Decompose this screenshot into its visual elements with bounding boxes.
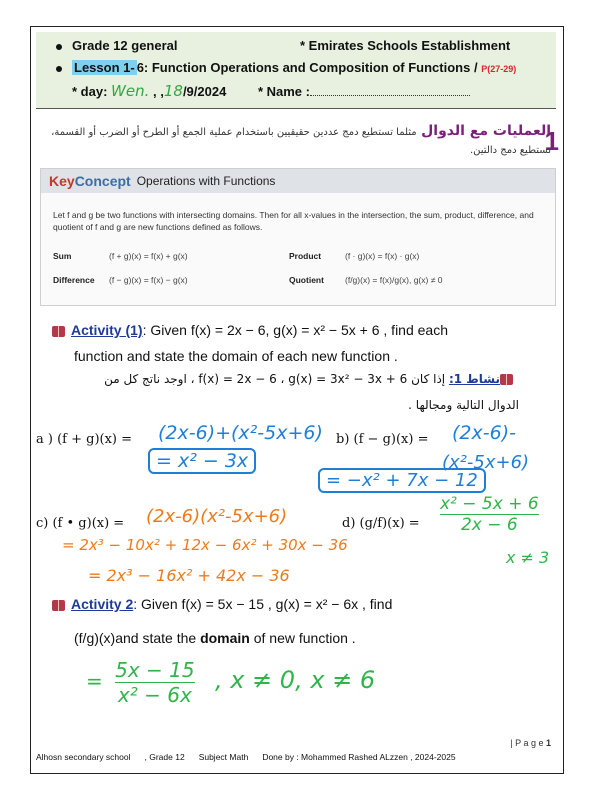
arabic-activity-line2: الدوال التالية ومجالها .: [408, 398, 519, 412]
day-label: * day:: [72, 84, 108, 99]
day-handwritten: Wen.: [111, 82, 150, 100]
bullet-icon: [56, 44, 62, 50]
part-b-answer: = −x² + 7x − 12: [318, 468, 486, 493]
difference-def: (f − g)(x) = f(x) − g(x): [109, 275, 188, 285]
activity2-text2-post: of new function .: [253, 630, 356, 646]
footer-subject: Subject Math: [198, 752, 249, 762]
part-d-fraction: [440, 494, 539, 535]
arabic-activity-label: نشاط 1:: [448, 372, 500, 386]
key-concept-title-bar: [41, 169, 555, 193]
footer-done-by: Done by : Mohammed Rashed ALzzen , 2024-2025: [262, 752, 456, 762]
arabic-intro: [31, 122, 551, 158]
book-icon: [52, 600, 65, 611]
arabic-heading: العمليات مع الدوال: [421, 123, 551, 139]
page-number-value: 1: [545, 738, 551, 748]
activity2-answer: [86, 658, 375, 707]
header-line-2: [56, 60, 516, 75]
arabic-intro-paragraph: [31, 122, 551, 158]
activity1-text: : Given f(x) = 2x − 6, g(x) = x² − 5x + 6 , find each: [142, 322, 448, 338]
grade-text: Grade 12 general: [72, 38, 178, 53]
page-number: [510, 738, 551, 748]
footer-school: Alhosn secondary school: [36, 752, 131, 762]
sum-label: Sum: [53, 251, 72, 261]
part-c-work-1: (2x-6)(x²-5x+6): [146, 506, 288, 527]
part-a-work-2: [148, 450, 256, 472]
quotient-label: Quotient: [289, 275, 324, 285]
footer-grade: , Grade 12: [144, 752, 185, 762]
date-rest: /9/2024: [182, 84, 227, 99]
kc-sum-row: [53, 251, 188, 261]
part-a-answer: = x² − 3x: [148, 448, 256, 474]
difference-label: Difference: [53, 275, 95, 285]
kc-product-row: [289, 251, 419, 261]
header-line-3: [72, 82, 470, 100]
activity2-line1: [52, 596, 392, 612]
page-label: | P a g e: [510, 738, 544, 748]
name-label: * Name :: [257, 84, 310, 99]
product-def: (f · g)(x) = f(x) · g(x): [345, 251, 420, 261]
arabic-activity-line1: [104, 372, 519, 386]
part-b-work-3: [318, 470, 486, 491]
activity2-numerator: 5x − 15: [115, 658, 195, 682]
date-handwritten: 18: [163, 82, 183, 100]
part-d-frac: [440, 494, 539, 535]
header-line-1: [56, 38, 178, 53]
key-concept-box: [40, 168, 556, 306]
part-d-numerator: x² − 5x + 6: [440, 494, 539, 514]
lesson-highlight: Lesson 1-: [74, 60, 135, 75]
school-establishment: * Emirates Schools Establishment: [300, 38, 511, 53]
arabic-intro-text: مثلما تستطيع دمج عددين حقيقيين باستخدام عملية الجمع أو الطرح أو الضرب أو القسمة، تستطيع دمج دالتين.: [51, 127, 551, 156]
part-c-work-3: = 2x³ − 16x² + 42x − 36: [88, 566, 290, 585]
name-line: [310, 85, 470, 96]
part-b-work-2: (x²-5x+6): [442, 452, 530, 473]
part-d-denominator: 2x − 6: [460, 515, 518, 535]
activity2-fraction: [115, 658, 194, 707]
key-concept-key: Key: [49, 173, 75, 189]
bullet-icon: [56, 66, 62, 72]
activity1-line1: [52, 322, 448, 338]
part-a-work-1: (2x-6)+(x²-5x+6): [158, 422, 323, 444]
part-c-label: c) (f • g)(x) =: [36, 516, 125, 531]
lesson-pages: P(27-29): [481, 64, 517, 74]
date-separator: , ,: [153, 84, 164, 99]
part-b-work-1: (2x-6)-: [452, 422, 516, 444]
activity2-label: Activity 2: [71, 596, 134, 612]
equals-sign: =: [86, 669, 103, 693]
part-b-label: b) (f − g)(x) =: [336, 432, 429, 447]
product-label: Product: [289, 251, 322, 261]
part-c-work-2: = 2x³ − 10x² + 12x − 6x² + 30x − 36: [62, 536, 348, 554]
lesson-title: 6: Function Operations and Composition of Functions /: [136, 60, 478, 75]
sum-def: (f + g)(x) = f(x) + g(x): [109, 251, 188, 261]
section-number: 1: [544, 126, 559, 156]
activity2-text2-pre: (f/g)(x)and state the: [74, 630, 197, 646]
part-a-label: a ) (f + g)(x) =: [36, 432, 133, 447]
activity1-line2: function and state the domain of each new function .: [74, 348, 398, 364]
key-concept-title: Operations with Functions: [136, 174, 276, 188]
activity2-denominator: x² − 6x: [117, 683, 192, 707]
kc-quotient-row: [289, 275, 442, 285]
kc-difference-row: [53, 275, 188, 285]
arabic-activity-text: إذا كان f(x) = 2x − 6 ، g(x) = 3x² − 3x + 6 ، اوجد ناتج كل من: [104, 372, 446, 386]
activity2-domain-word: domain: [200, 630, 250, 646]
activity2-text: : Given f(x) = 5x − 15 , g(x) = x² − 6x , find: [133, 596, 393, 612]
part-d-domain: x ≠ 3: [506, 548, 550, 567]
quotient-def: (f/g)(x) = f(x)/g(x), g(x) ≠ 0: [345, 275, 443, 285]
key-concept-concept: Concept: [74, 173, 131, 189]
key-concept-intro: Let f and g be two functions with intersecting domains. Then for all x-values in the intersection, the sum, product, difference, and quotient of f and g are new functions defined as follows.: [53, 210, 534, 232]
part-d-label: d) (g/f)(x) =: [342, 516, 420, 531]
book-icon: [52, 326, 65, 337]
footer: [36, 752, 556, 762]
activity1-label: Activity (1): [71, 322, 143, 338]
activity2-domain: , x ≠ 0, x ≠ 6: [214, 666, 376, 694]
book-icon: [500, 374, 513, 385]
activity2-line2: [74, 630, 356, 646]
